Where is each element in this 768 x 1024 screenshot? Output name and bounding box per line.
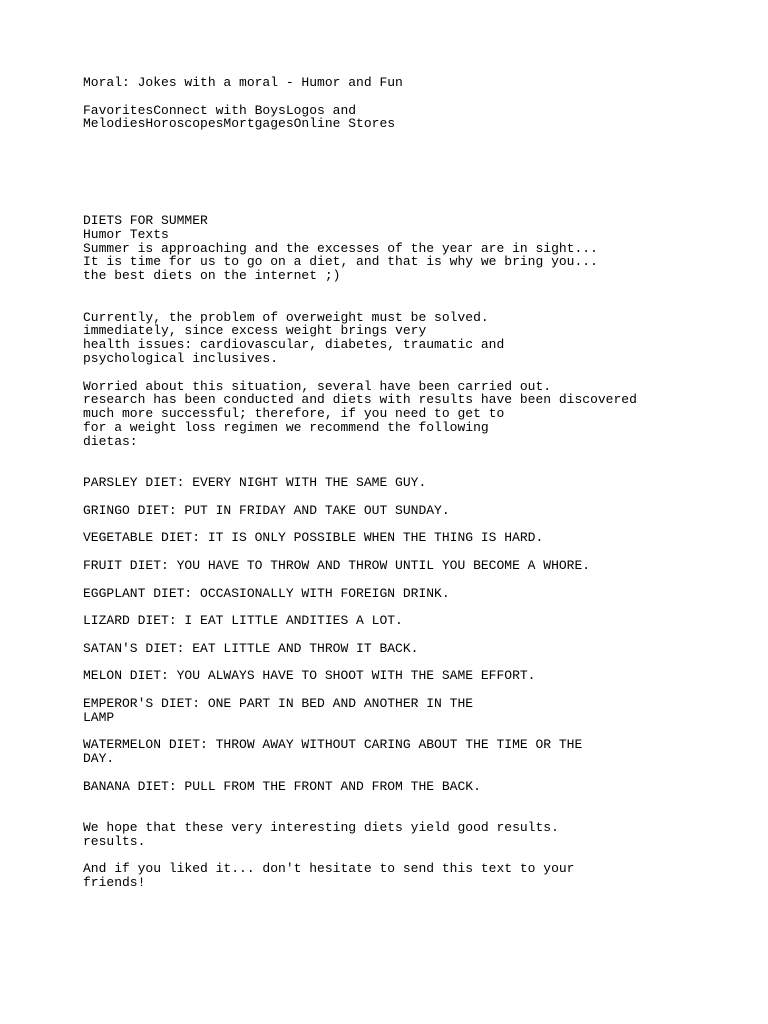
nav-links [83, 104, 703, 132]
paragraph-research: Worried about this situation, several have been carried out. research has been conducted and diets with results have been discovered much more successful; therefore, if you need to get to for a weight loss regimen we recommend the following dietas: [83, 378, 637, 449]
paragraph-overweight: Currently, the problem of overweight must be solved. immediately, since excess weight brings very health issues: cardiovascular, diabetes, traumatic and psychological inclusives. [83, 309, 505, 366]
diet-item: FRUIT DIET: YOU HAVE TO THROW AND THROW UNTIL YOU BECOME A WHORE. [83, 557, 591, 573]
diet-item: LIZARD DIET: I EAT LITTLE ANDITIES A LOT. [83, 613, 403, 629]
diet-item: BANANA DIET: PULL FROM THE FRONT AND FROM THE BACK. [83, 778, 481, 794]
document-page [83, 76, 703, 890]
diet-item: WATERMELON DIET: THROW AWAY WITHOUT CARING ABOUT THE TIME OR THE DAY. [83, 737, 583, 767]
closing-paragraph: We hope that these very interesting diets yield good results. results. [83, 820, 559, 849]
intro-paragraph: Summer is approaching and the excesses of the year are in sight... It is time for us to go on a diet, and that is why we bring you... the best diets on the internet ;) [83, 240, 598, 284]
diet-item: MELON DIET: YOU ALWAYS HAVE TO SHOOT WITH THE SAME EFFORT. [83, 668, 536, 684]
diet-item: EGGPLANT DIET: OCCASIONALLY WITH FOREIGN DRINK. [83, 585, 450, 601]
article-heading: DIETS FOR SUMMER [83, 212, 208, 228]
nav-line[interactable]: FavoritesConnect with BoysLogos and [83, 102, 357, 118]
share-paragraph: And if you liked it... don't hesitate to send this text to your friends! [83, 861, 575, 891]
diet-item: PARSLEY DIET: EVERY NIGHT WITH THE SAME GUY. [83, 475, 427, 491]
diet-item: GRINGO DIET: PUT IN FRIDAY AND TAKE OUT SUNDAY. [83, 502, 450, 518]
diet-list [83, 476, 703, 793]
page-title: Moral: Jokes with a moral - Humor and Fun [83, 75, 403, 90]
article [83, 214, 703, 890]
diet-item: VEGETABLE DIET: IT IS ONLY POSSIBLE WHEN THE THING IS HARD. [83, 530, 544, 546]
diet-item: SATAN'S DIET: EAT LITTLE AND THROW IT BACK. [83, 640, 419, 656]
diet-item: EMPEROR'S DIET: ONE PART IN BED AND ANOTHER IN THE LAMP [83, 695, 474, 725]
nav-line[interactable]: MelodiesHoroscopesMortgagesOnline Stores [83, 116, 396, 132]
article-category: Humor Texts [83, 226, 169, 242]
